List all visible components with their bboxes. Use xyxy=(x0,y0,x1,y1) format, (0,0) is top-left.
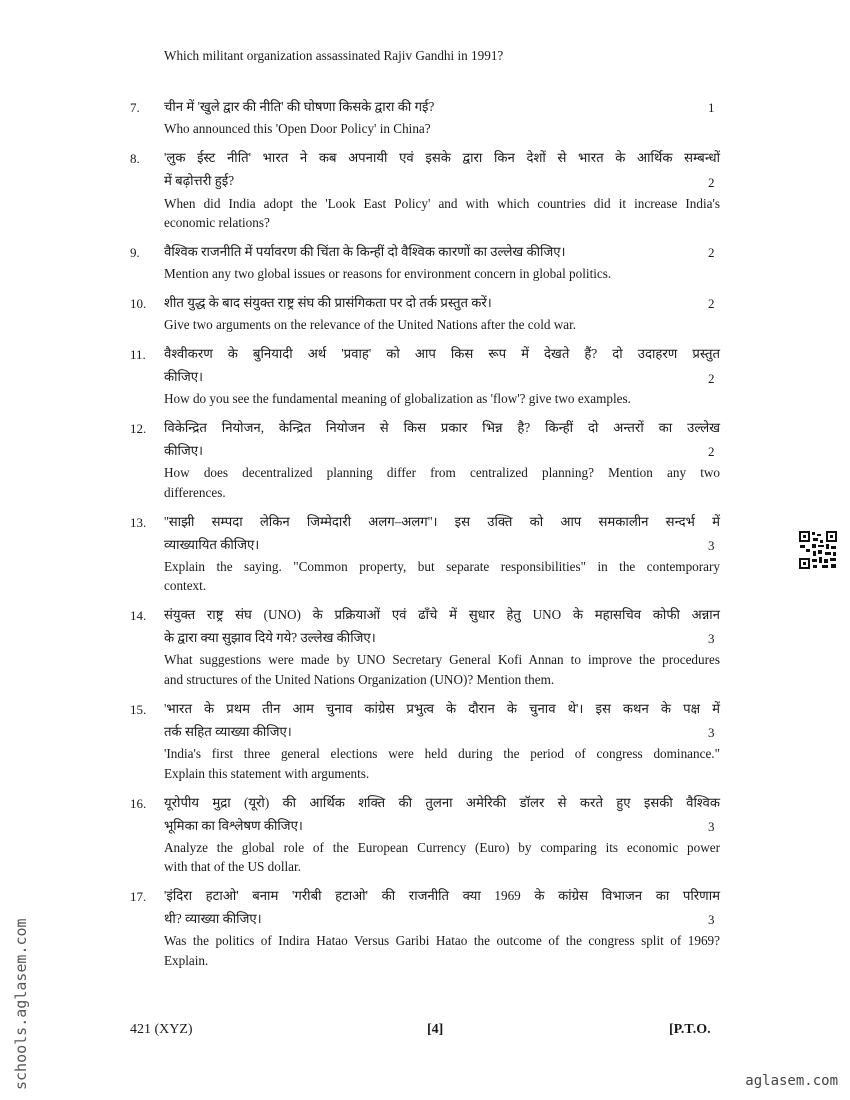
question-9-marks: 2 xyxy=(708,245,715,260)
question-15-english-line2: Explain this statement with arguments. xyxy=(164,766,370,781)
bottom-watermark: aglasem.com xyxy=(745,1073,838,1089)
question-9-number: 9. xyxy=(130,245,140,260)
question-14-hindi-line1: संयुक्त राष्ट्र संघ (UNO) के प्रक्रियाओं एवं ढाँचे में सुधार हेतु UNO के महासचिव कोफी अन्नान xyxy=(164,607,720,622)
paper-code: 421 (XYZ) xyxy=(130,1022,193,1037)
question-15-marks: 3 xyxy=(708,725,715,740)
question-8-english-line1: When did India adopt the 'Look East Policy' and with which countries did it increase India's xyxy=(164,196,720,211)
question-6-english: Which militant organization assassinated Rajiv Gandhi in 1991? xyxy=(164,48,504,63)
question-17-marks: 3 xyxy=(708,912,715,927)
question-15-english-line1: 'India's first three general elections were held during the period of congress dominance." xyxy=(164,746,720,761)
question-8-english-line2: economic relations? xyxy=(164,215,270,230)
question-8-number: 8. xyxy=(130,151,140,166)
question-17-hindi-line1: 'इंदिरा हटाओ' बनाम 'गरीबी हटाओ' की राजनीति क्या 1969 के कांग्रेस विभाजन का परिणाम xyxy=(164,888,720,903)
question-11-hindi-line1: वैश्वीकरण के बुनियादी अर्थ 'प्रवाह' को आप किस रूप में देखते हैं? दो उदाहरण प्रस्तुत xyxy=(164,346,720,361)
question-11-hindi-line2: कीजिए। xyxy=(164,369,204,384)
question-10-marks: 2 xyxy=(708,296,715,311)
question-11-number: 11. xyxy=(130,347,146,362)
question-8-hindi-line1: 'लुक ईस्ट नीति' भारत ने कब अपनायी एवं इसके द्वारा किन देशों से भारत के आर्थिक सम्बन्धों xyxy=(164,150,720,165)
question-16-hindi-line1: यूरोपीय मुद्रा (यूरो) की आर्थिक शक्ति की तुलना अमेरिकी डॉलर से करते हुए इसकी वैश्विक xyxy=(164,795,720,810)
question-13-number: 13. xyxy=(130,515,147,530)
question-16-number: 16. xyxy=(130,796,147,811)
question-15-number: 15. xyxy=(130,702,147,717)
question-17-number: 17. xyxy=(130,889,147,904)
question-17-english-line2: Explain. xyxy=(164,953,209,968)
question-15-hindi-line2: तर्क सहित व्याख्या कीजिए। xyxy=(164,724,292,739)
question-15-hindi-line1: 'भारत के प्रथम तीन आम चुनाव कांग्रेस प्रभुत्व के दौरान के चुनाव थे'। इस कथन के पक्ष में xyxy=(164,701,720,716)
question-12-marks: 2 xyxy=(708,444,715,459)
question-12-english-line1: How does decentralized planning differ from centralized planning? Mention any two xyxy=(164,465,720,480)
pto-label: [P.T.O. xyxy=(669,1022,711,1037)
question-14-marks: 3 xyxy=(708,631,715,646)
question-13-hindi-line1: ''साझी सम्पदा लेकिन जिम्मेदारी अलग–अलग''। इस उक्ति को आप समकालीन सन्दर्भ में xyxy=(164,514,720,529)
page-number: [4] xyxy=(427,1022,444,1037)
question-13-marks: 3 xyxy=(708,538,715,553)
question-14-english-line1: What suggestions were made by UNO Secretary General Kofi Annan to improve the procedures xyxy=(164,652,720,667)
question-14-number: 14. xyxy=(130,608,147,623)
question-10-number: 10. xyxy=(130,296,147,311)
question-13-english-line1: Explain the saying. "Common property, but separate responsibilities" in the contemporary xyxy=(164,559,720,574)
question-10-hindi: शीत युद्ध के बाद संयुक्त राष्ट्र संघ की प्रासंगिकता पर दो तर्क प्रस्तुत करें। xyxy=(164,295,492,310)
question-7-number: 7. xyxy=(130,100,140,115)
question-11-english: How do you see the fundamental meaning of globalization as 'flow'? give two examples. xyxy=(164,391,631,406)
question-11-marks: 2 xyxy=(708,371,715,386)
question-9-english: Mention any two global issues or reasons for environment concern in global politics. xyxy=(164,266,612,281)
question-13-english-line2: context. xyxy=(164,578,207,593)
question-7-hindi: चीन में 'खुले द्वार की नीति' की घोषणा किसके द्वारा की गई? xyxy=(164,99,435,114)
qr-code-icon xyxy=(798,530,838,570)
question-9-hindi: वैश्विक राजनीति में पर्यावरण की चिंता के किन्हीं दो वैश्विक कारणों का उल्लेख कीजिए। xyxy=(164,244,566,259)
question-12-number: 12. xyxy=(130,421,147,436)
question-17-english-line1: Was the politics of Indira Hatao Versus Garibi Hatao the outcome of the congress split of 1969? xyxy=(164,933,720,948)
question-16-marks: 3 xyxy=(708,819,715,834)
question-12-hindi-line2: कीजिए। xyxy=(164,443,204,458)
question-14-english-line2: and structures of the United Nations Organization (UNO)? Mention them. xyxy=(164,672,555,687)
question-7-marks: 1 xyxy=(708,100,715,115)
question-17-hindi-line2: थी? व्याख्या कीजिए। xyxy=(164,911,262,926)
question-10-english: Give two arguments on the relevance of the United Nations after the cold war. xyxy=(164,317,577,332)
question-12-english-line2: differences. xyxy=(164,485,226,500)
question-8-marks: 2 xyxy=(708,175,715,190)
question-16-english-line2: with that of the US dollar. xyxy=(164,859,301,874)
side-watermark: schools.aglasem.com xyxy=(12,918,30,1090)
question-13-hindi-line2: व्याख्यायित कीजिए। xyxy=(164,537,260,552)
question-14-hindi-line2: के द्वारा क्या सुझाव दिये गये? उल्लेख कीजिए। xyxy=(164,630,376,645)
question-8-hindi-line2: में बढ़ोत्तरी हुई? xyxy=(164,173,235,188)
question-16-hindi-line2: भूमिका का विश्लेषण कीजिए। xyxy=(164,818,303,833)
question-7-english: Who announced this 'Open Door Policy' in China? xyxy=(164,121,431,136)
question-16-english-line1: Analyze the global role of the European Currency (Euro) by comparing its economic power xyxy=(164,840,720,855)
question-12-hindi-line1: विकेन्द्रित नियोजन, केन्द्रित नियोजन से किस प्रकार भिन्न है? किन्हीं दो अन्तरों का उल्लेख xyxy=(164,420,720,435)
